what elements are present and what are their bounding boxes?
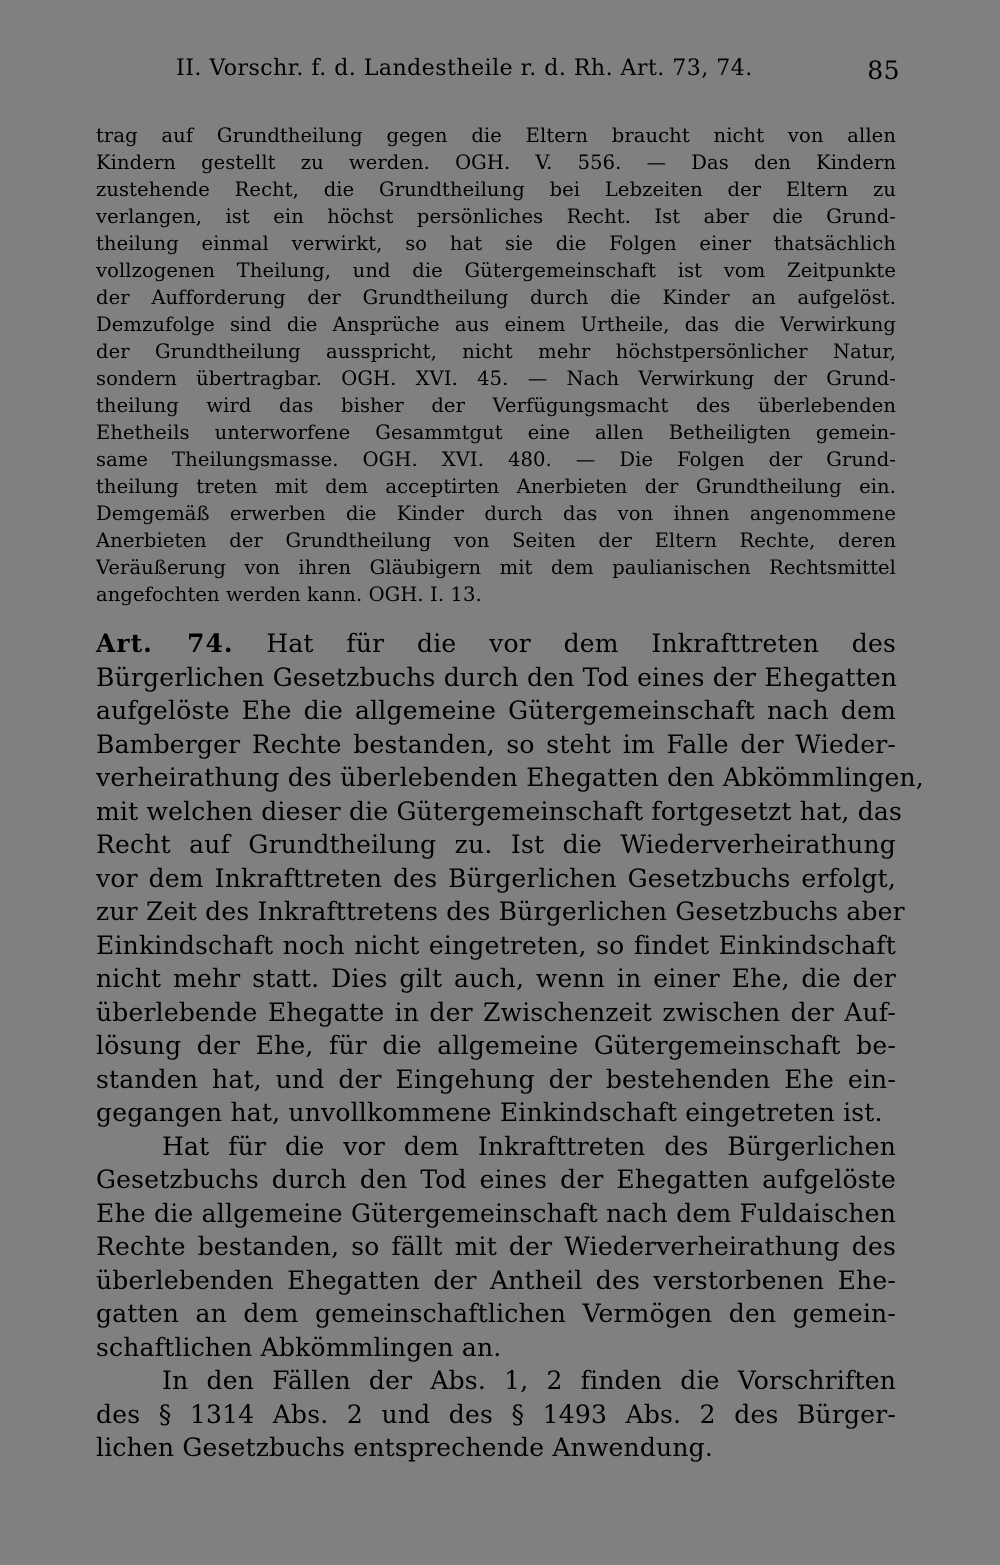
- note-line: theilung wird das bisher der Verfügungsmacht des überlebenden: [96, 394, 896, 417]
- para-line: gatten an dem gemeinschaftlichen Vermögen den gemein-: [96, 1299, 896, 1328]
- para-line: überlebenden Ehegatten der Antheil des verstorbenen Ehe-: [96, 1265, 896, 1295]
- para-line: Bürgerlichen Gesetzbuchs durch den Tod eines der Ehegatten: [96, 662, 898, 692]
- para-line: schaftlichen Abkömmlingen an.: [96, 1332, 502, 1362]
- para-line: vor dem Inkrafttreten des Bürgerlichen Gesetzbuchs erfolgt,: [96, 863, 896, 893]
- para-line: standen hat, und der Eingehung der bestehenden Ehe ein-: [96, 1064, 896, 1094]
- note-line: verlangen, ist ein höchst persönliches Recht. Ist aber die Grund-: [96, 205, 896, 228]
- footnote-block: [96, 122, 896, 608]
- para-line: lichen Gesetzbuchs entsprechende Anwendung.: [96, 1433, 713, 1462]
- para-line: Recht auf Grundtheilung zu. Ist die Wiederverheirathung: [96, 830, 896, 859]
- running-header: [96, 56, 900, 90]
- para-line: gegangen hat, unvollkommene Einkindschaft eingetreten ist.: [96, 1098, 883, 1127]
- para-line: Ehe die allgemeine Gütergemeinschaft nach dem Fuldaischen: [96, 1198, 896, 1228]
- para-line: Gesetzbuchs durch den Tod eines der Ehegatten aufgelöste: [96, 1165, 896, 1194]
- note-line: sondern übertragbar. OGH. XVI. 45. — Nach Verwirkung der Grund-: [96, 367, 896, 390]
- note-line: Anerbieten der Grundtheilung von Seiten der Eltern Rechte, deren: [96, 529, 896, 552]
- para-line: mit welchen dieser die Gütergemeinschaft fortgesetzt hat, das: [96, 796, 903, 826]
- note-line: theilung einmal verwirkt, so hat sie die Folgen einer thatsächlich: [96, 232, 896, 255]
- note-line: Demzufolge sind die Ansprüche aus einem Urtheile, das die Verwirkung: [96, 313, 896, 336]
- para-line: des § 1314 Abs. 2 und des § 1493 Abs. 2 des Bürger-: [96, 1399, 896, 1429]
- para-line: Einkindschaft noch nicht eingetreten, so findet Einkindschaft: [96, 930, 896, 960]
- note-line: theilung treten mit dem acceptirten Anerbieten der Grundtheilung ein.: [96, 475, 896, 498]
- article-first-line-text: Hat für die vor dem Inkrafttreten des: [266, 629, 896, 658]
- para-line: In den Fällen der Abs. 1, 2 finden die Vorschriften: [162, 1366, 896, 1395]
- para-line: überlebende Ehegatte in der Zwischenzeit zwischen der Auf-: [96, 997, 896, 1027]
- article-first-line: [96, 627, 896, 661]
- para-line: verheirathung des überlebenden Ehegatten den Abkömmlingen,: [96, 763, 924, 792]
- para-line: nicht mehr statt. Dies gilt auch, wenn in einer Ehe, die der: [96, 964, 896, 993]
- para-line: Rechte bestanden, so fällt mit der Wiederverheirathung des: [96, 1232, 896, 1261]
- note-line: Demgemäß erwerben die Kinder durch das von ihnen angenommene: [96, 502, 896, 525]
- article-74-body: [96, 627, 924, 1465]
- para-line: Bamberger Rechte bestanden, so steht im Falle der Wieder-: [96, 729, 896, 759]
- note-line: angefochten werden kann. OGH. I. 13.: [96, 583, 482, 606]
- para-line: aufgelöste Ehe die allgemeine Gütergemeinschaft nach dem: [96, 696, 896, 725]
- note-line: vollzogenen Theilung, und die Gütergemeinschaft ist vom Zeitpunkte: [96, 259, 896, 282]
- note-line: trag auf Grundtheilung gegen die Eltern braucht nicht von allen: [96, 124, 896, 147]
- para-line: zur Zeit des Inkrafttretens des Bürgerlichen Gesetzbuchs aber: [96, 897, 905, 926]
- note-line: Kindern gestellt zu werden. OGH. V. 556. — Das den Kindern: [96, 151, 896, 174]
- para-line: lösung der Ehe, für die allgemeine Gütergemeinschaft be-: [96, 1031, 896, 1060]
- running-title: II. Vorschr. f. d. Landestheile r. d. Rh. Art. 73, 74.: [176, 56, 753, 81]
- note-line: der Aufforderung der Grundtheilung durch die Kinder an aufgelöst.: [96, 286, 896, 309]
- note-line: zustehende Recht, die Grundtheilung bei Lebzeiten der Eltern zu: [96, 178, 896, 201]
- note-line: der Grundtheilung ausspricht, nicht mehr höchstpersönlicher Natur,: [96, 340, 896, 363]
- note-line: Ehetheils unterworfene Gesammtgut eine allen Betheiligten gemein-: [96, 421, 896, 444]
- para-line: Hat für die vor dem Inkrafttreten des Bürgerlichen: [162, 1131, 896, 1161]
- page-number: 85: [867, 56, 900, 85]
- article-label: Art. 74.: [96, 629, 234, 658]
- note-line: Veräußerung von ihren Gläubigern mit dem paulianischen Rechtsmittel: [96, 556, 896, 579]
- note-line: same Theilungsmasse. OGH. XVI. 480. — Die Folgen der Grund-: [96, 448, 896, 471]
